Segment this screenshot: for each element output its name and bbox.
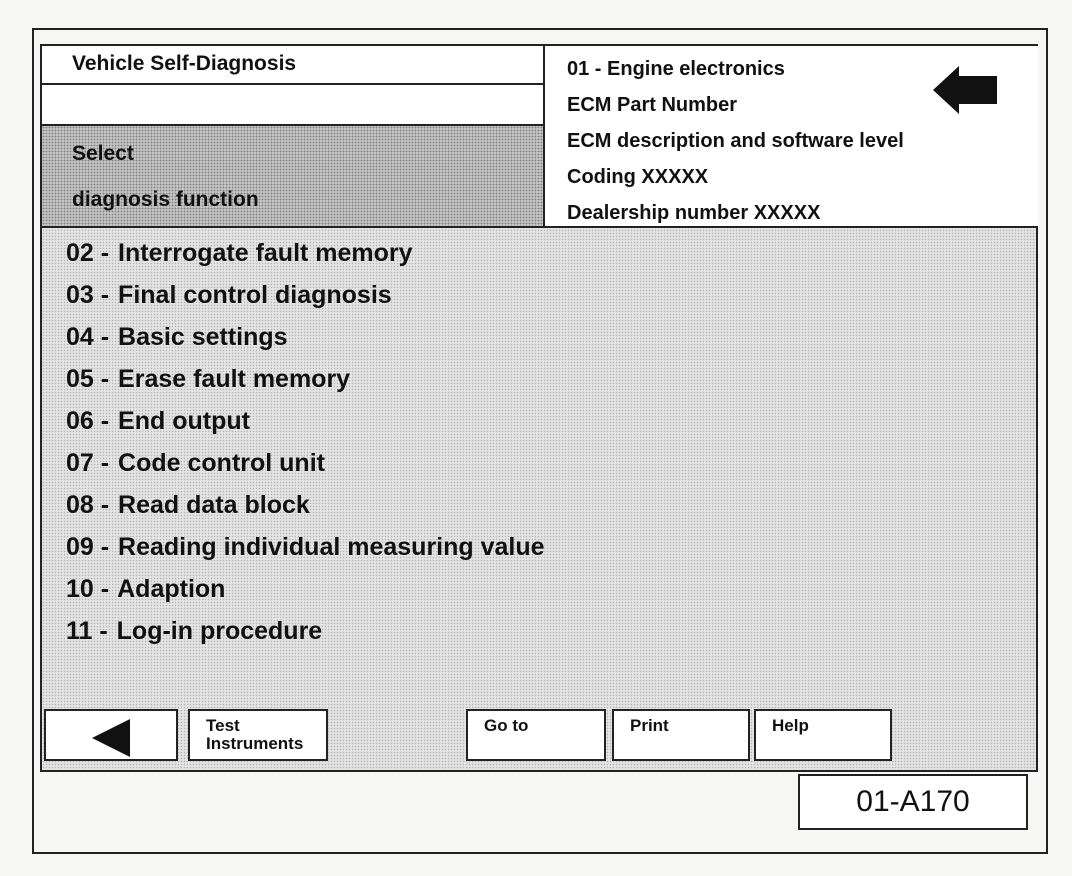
ecm-description: ECM description and software level [567, 130, 904, 152]
menu-item-11[interactable]: 11 - Log-in procedure [66, 617, 323, 645]
status-line [42, 85, 545, 126]
control-unit-name: 01 - Engine electronics [567, 58, 785, 80]
select-prompt [42, 126, 545, 228]
test-instruments-button[interactable] [188, 709, 328, 761]
coding-value: Coding XXXXX [567, 166, 709, 188]
back-button[interactable] [44, 709, 178, 761]
print-button[interactable]: Print [612, 709, 750, 761]
menu-item-07[interactable]: 07 - Code control unit [66, 449, 325, 477]
left-triangle-icon [92, 719, 132, 757]
test-instruments-line1: Test [206, 716, 240, 735]
menu-item-06[interactable]: 06 - End output [66, 407, 250, 435]
dealership-number: Dealership number XXXXX [567, 202, 821, 224]
diagnosis-function-menu [66, 232, 826, 652]
ecm-part-number: ECM Part Number [567, 94, 738, 116]
menu-item-09[interactable]: 09 - Reading individual measuring value [66, 533, 545, 561]
menu-item-04[interactable]: 04 - Basic settings [66, 323, 288, 351]
menu-item-05[interactable]: 05 - Erase fault memory [66, 365, 351, 393]
tester-screen [40, 44, 1038, 772]
menu-item-08[interactable]: 08 - Read data block [66, 491, 310, 519]
menu-item-03[interactable]: 03 - Final control diagnosis [66, 281, 392, 309]
select-prompt-line1: Select [72, 142, 134, 165]
go-to-button[interactable]: Go to [466, 709, 606, 761]
select-prompt-line2: diagnosis function [72, 188, 259, 211]
help-button[interactable]: Help [754, 709, 892, 761]
pointer-arrow-icon [933, 66, 997, 114]
screen-title: Vehicle Self-Diagnosis [42, 46, 545, 85]
test-instruments-line2: Instruments [206, 734, 304, 753]
figure-reference: 01-A170 [798, 774, 1028, 830]
menu-item-02[interactable]: 02 - Interrogate fault memory [66, 239, 413, 267]
menu-item-10[interactable]: 10 - Adaption [66, 575, 226, 603]
